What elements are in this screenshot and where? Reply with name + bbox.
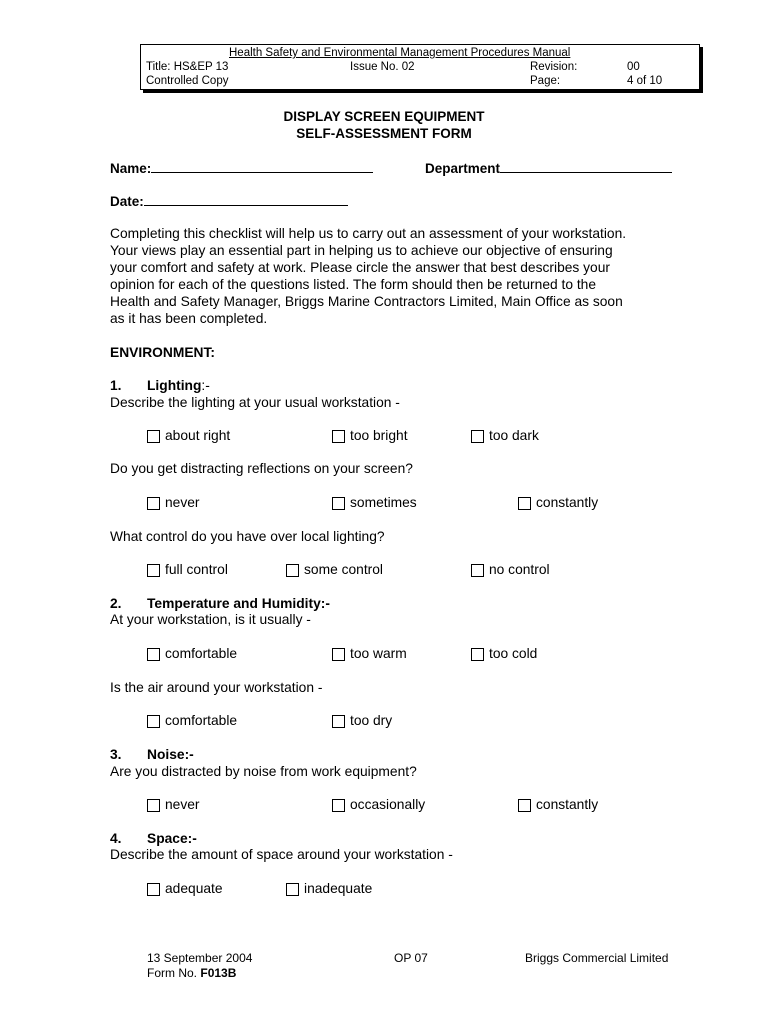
checkbox[interactable] (332, 715, 345, 728)
controlled-copy: Controlled Copy (146, 75, 229, 87)
checkbox[interactable] (147, 564, 160, 577)
option-label: full control (165, 562, 228, 577)
department-blank[interactable] (500, 160, 672, 173)
form-number-value: F013B (200, 966, 237, 980)
checkbox[interactable] (518, 799, 531, 812)
form-title-line1: DISPLAY SCREEN EQUIPMENT (283, 109, 485, 124)
checkbox[interactable] (147, 430, 160, 443)
checkbox[interactable] (332, 799, 345, 812)
intro-line: opinion for each of the questions listed. The form should then be returned to the (110, 277, 597, 292)
form-title-line2: SELF-ASSESSMENT FORM (296, 126, 472, 141)
department-label: Department (425, 161, 501, 176)
option-too-cold[interactable] (471, 646, 537, 662)
section-4-title: Space:- (147, 831, 197, 846)
question-reflections: Do you get distracting reflections on your screen? (110, 461, 413, 476)
date-blank[interactable] (144, 193, 348, 206)
intro-line: as it has been completed. (110, 311, 268, 326)
name-blank[interactable] (151, 160, 373, 173)
checkbox[interactable] (147, 648, 160, 661)
revision-value: 00 (627, 61, 640, 73)
intro-line: Your views play an essential part in helping us to achieve our objective of ensuring (110, 243, 613, 258)
question-space: Describe the amount of space around your workstation - (110, 847, 453, 862)
option-label: comfortable (165, 646, 238, 661)
option-label: occasionally (350, 797, 426, 812)
question-lighting: Describe the lighting at your usual workstation - (110, 395, 400, 410)
checkbox[interactable] (332, 497, 345, 510)
question-air: Is the air around your workstation - (110, 680, 323, 695)
name-label: Name: (110, 161, 152, 176)
option-label: constantly (536, 797, 599, 812)
section-1-number: 1. (110, 378, 122, 393)
option-never[interactable] (147, 495, 200, 511)
environment-heading: ENVIRONMENT: (110, 345, 216, 360)
date-field[interactable] (110, 193, 348, 211)
section-3-number: 3. (110, 747, 122, 762)
intro-line: Health and Safety Manager, Briggs Marine Contractors Limited, Main Office as soon (110, 294, 623, 309)
option-label: constantly (536, 495, 599, 510)
option-too-dark[interactable] (471, 428, 539, 444)
section-2-number: 2. (110, 596, 122, 611)
option-label: sometimes (350, 495, 417, 510)
doc-title: Title: HS&EP 13 (146, 61, 229, 73)
checkbox[interactable] (471, 564, 484, 577)
option-air-comfortable[interactable] (147, 713, 237, 729)
option-noise-constantly[interactable] (518, 797, 598, 813)
checkbox[interactable] (518, 497, 531, 510)
question-temperature: At your workstation, is it usually - (110, 612, 311, 627)
date-label: Date: (110, 194, 144, 209)
intro-paragraph (110, 225, 710, 327)
footer-form-number (147, 966, 236, 980)
issue-number: Issue No. 02 (350, 61, 415, 73)
option-label: about right (165, 428, 231, 443)
checkbox[interactable] (147, 799, 160, 812)
question-local-lighting: What control do you have over local lighting? (110, 529, 385, 544)
section-1-title: Lighting (147, 378, 202, 393)
department-field[interactable] (425, 160, 672, 178)
option-no-control[interactable] (471, 562, 550, 578)
option-too-bright[interactable] (332, 428, 408, 444)
page-value: 4 of 10 (627, 75, 663, 87)
option-constantly[interactable] (518, 495, 598, 511)
document-header (140, 44, 700, 90)
option-comfortable[interactable] (147, 646, 237, 662)
checkbox[interactable] (147, 497, 160, 510)
section-3-title: Noise:- (147, 747, 194, 762)
checkbox[interactable] (147, 883, 160, 896)
checkbox[interactable] (332, 648, 345, 661)
checkbox[interactable] (286, 883, 299, 896)
option-label: no control (489, 562, 550, 577)
revision-label: Revision: (530, 61, 578, 73)
option-sometimes[interactable] (332, 495, 417, 511)
option-occasionally[interactable] (332, 797, 425, 813)
option-about-right[interactable] (147, 428, 230, 444)
option-inadequate[interactable] (286, 881, 372, 897)
checkbox[interactable] (147, 715, 160, 728)
checkbox[interactable] (332, 430, 345, 443)
option-label: too bright (350, 428, 408, 443)
intro-line: Completing this checklist will help us to carry out an assessment of your workstation. (110, 226, 627, 241)
option-label: comfortable (165, 713, 238, 728)
option-too-dry[interactable] (332, 713, 392, 729)
option-full-control[interactable] (147, 562, 228, 578)
footer-company: Briggs Commercial Limited (525, 951, 669, 965)
page-label: Page: (530, 75, 561, 87)
name-field[interactable] (110, 160, 373, 178)
option-label: never (165, 495, 200, 510)
checkbox[interactable] (471, 430, 484, 443)
option-label: too warm (350, 646, 407, 661)
section-4-number: 4. (110, 831, 122, 846)
option-label: too dry (350, 713, 393, 728)
checkbox[interactable] (471, 648, 484, 661)
section-1-heading (147, 378, 210, 393)
form-number-label: Form No. (147, 966, 198, 980)
option-label: adequate (165, 881, 223, 896)
option-label: inadequate (304, 881, 373, 896)
option-label: never (165, 797, 200, 812)
option-noise-never[interactable] (147, 797, 200, 813)
footer-op: OP 07 (394, 951, 428, 965)
section-2-title: Temperature and Humidity:- (147, 596, 330, 611)
intro-line: your comfort and safety at work. Please circle the answer that best describes your (110, 260, 610, 275)
question-noise: Are you distracted by noise from work equipment? (110, 764, 417, 779)
section-1-suffix: :- (201, 378, 210, 393)
option-label: too dark (489, 428, 539, 443)
option-label: too cold (489, 646, 538, 661)
option-some-control[interactable] (286, 562, 383, 578)
manual-title: Health Safety and Environmental Management Procedures Manual (229, 47, 571, 59)
checkbox[interactable] (286, 564, 299, 577)
option-too-warm[interactable] (332, 646, 407, 662)
option-label: some control (304, 562, 383, 577)
footer-date: 13 September 2004 (147, 951, 253, 965)
option-adequate[interactable] (147, 881, 223, 897)
